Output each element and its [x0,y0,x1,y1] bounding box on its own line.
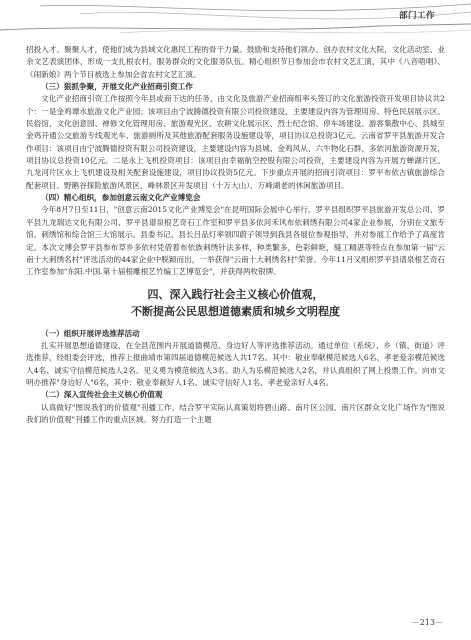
chapter-title [26,286,445,320]
sub-heading-values: （二）深入宣传社会主义核心价值观 [41,390,163,400]
paragraph-investment: 文化产业招商引资工作按照今年县或商下达的任务，由文化及旅游产业招商组率头签订的文化旅游投资开发项目协议共2个：一是金鸡谭水旅游文化产业园；该项目由宁波腾德投资有限公司投资建设，主要建设内容为管理用房、特色民居展示区、民俗馆、文化创意园、禅修文化管理用房、旅游观光区、农耕文化展示区、烈士纪念馆、停车场建设、游客集散中心、县城至金鸡开通公交旅游专线观光车、旅游厕所及其他旅游配套服务设施建设等，项目协议总投资3亿元。云南省罗平县旅游开发合作项目：该项目由宁波腾德投资有限公司投资建设，主要建设内容为县城、金鸡风从、六牛物化石群、多依河旅游资源开发，项目协议总投资10亿元。二是永上飞机投资项目：该项目由幸福航空控股有限公司投资，主要建设内容为开展方蝉湖片区、九龙河片区水上飞机建设及相关配套设施建设，项目协议投资5亿元。下步重点开展的招商引资项目：罗平布依古镇旅游综合配套项目、野鹅谷探险旅游风景区、峰林景区开发项目（十万大山）、万峰湖老的休闲旅游项目。 [26,94,445,190]
sub-heading-investment: （三）狠抓争聚，开展文化产业招商引资工作 [41,82,193,92]
sub-heading-selection: （一）组织开展评选推荐活动 [41,328,140,338]
paragraph-intro: 招投入才、聚聚人才，使他们成为县域文化惠民工程的骨干力量。鼓励和支持他们领办、创办农村文化大院，文化活动室、业余文艺表演团体，形成一支扎根农村，服务群众的文化服务队伍。精心组织节日参加会市农村文艺汇演，其中《八音唔唱》、《闹新娘》两个节目被选上参加会省农村文艺汇演。 [26,45,445,79]
section-label: 部门工作 [398,11,435,21]
paragraph-expo: 今年8月7日至11日，"创意云南2015文化产业博览会"在昆明国际会展中心举行。罗平县组织罗平县旅游开发总公司、罗平县九龙瑞达文化有限公司、罗平县谱泉根艺奇石工作室和罗平县多依河禾风布依刺绣有限公司4家企业参展，分别在文旅专馆、刺绣馆和综合馆三大馆展示。县委书记、县长吕品灯率领四蔚子领导到我县各展位参观指导，并对参展工作给予了高度肯定。本次文博会罗平县参布草乡多依村凭借着布依族刺绣针法多样，种类繁多，色彩鲜艳，缝工精湛等特点在参加第一届"云南十大刺绣名村"评选活动的44家企业中脱颖而出，一举获得"云南十大刺绣名村"荣誉。今年11月又组织罗平县谱泉根艺奇石工作室参加"东阳.中国.第十届根雕根艺竹编工艺博览会"，并获得两枚银牌。 [26,205,445,277]
chapter-title-line-2: 不断提高公民思想道德素质和城乡文明程度 [131,304,340,318]
document-body [26,44,445,426]
chapter-title-line-1: 四、深入践行社会主义核心价值观， [147,287,324,301]
paragraph-selection: 扎实开展思想道德建设，在全县范围内开展道德模范、身边好人等评选推荐活动。通过单位（系统）、乡（镇、街道）评选推荐，经组委会评选，推荐上报曲靖市第四届道德模范候选人共17名。其中：敬业奉献模范候选人6名、孝老爱亲模范候选人4名、诚实守信模范候选人2名、见义勇为模范候选人3名、助人为乐模范候选人2名，并认真组织了网上投票工作。向市文明办推荐"身边好人"6名，其中：敬业奉献好人1名、诚实守信好人1名、孝老爱亲好人4名。 [26,340,445,387]
paragraph-values: 认真做好"图说我们的价值观"刊播工作。结合罗平实际认真策划将碧山路、南片区公园、南片区群众文化广场作为"图说我们的价值观"刊播工作的重点区域。努力打造一个主题 [26,402,445,424]
page-number: －213－ [411,618,443,627]
sub-heading-expo: （四）精心组织，参加创意云南文化产业博览会 [41,193,201,203]
page-header [0,0,471,40]
